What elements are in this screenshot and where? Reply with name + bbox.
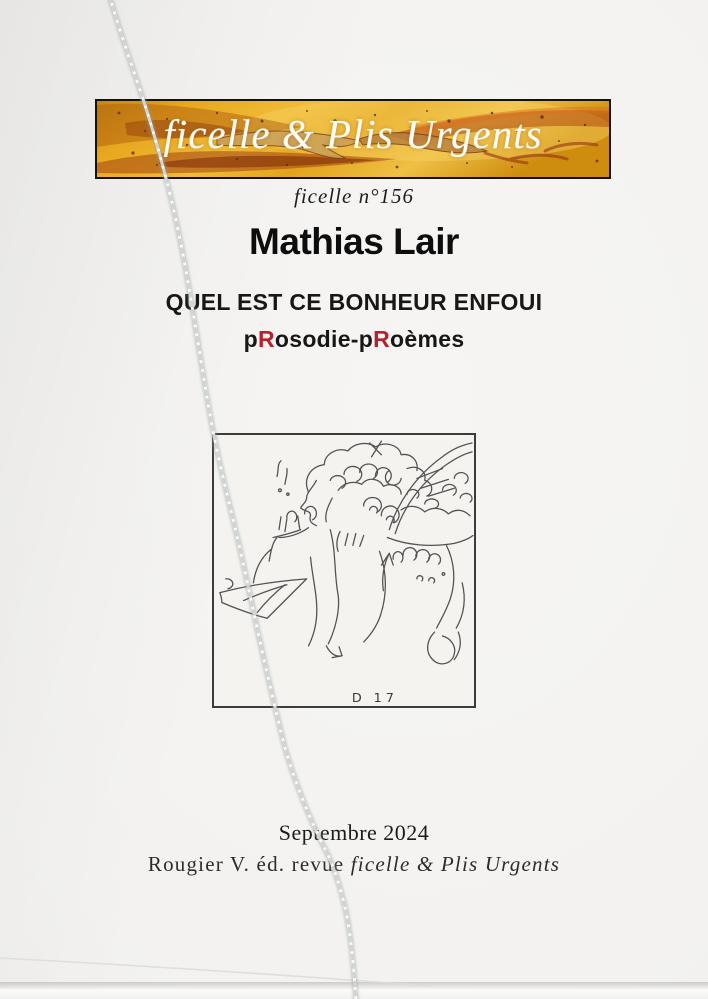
subtitle-part: p xyxy=(243,326,258,352)
publication-date: Septembre 2024 xyxy=(278,820,430,845)
subtitle-part: osodie-p xyxy=(274,326,374,352)
publisher-text: Rougier V. éd. revue xyxy=(147,852,351,876)
cover-artwork-frame xyxy=(212,433,476,708)
publisher-line xyxy=(0,852,708,877)
publisher-revue-name: ficelle & Plis Urgents xyxy=(350,852,561,876)
page-bottom-edge xyxy=(0,982,708,999)
angel-sketch xyxy=(214,435,474,706)
subtitle-red-letter: R xyxy=(257,326,275,352)
book-title: QUEL EST CE BONHEUR ENFOUI xyxy=(165,289,543,315)
artist-signature: D 17 xyxy=(351,690,398,706)
issue-number: ficelle n°156 xyxy=(294,184,414,208)
revue-title: ficelle & Plis Urgents xyxy=(163,111,543,157)
subtitle-red-letter: R xyxy=(373,326,391,352)
book-subtitle xyxy=(0,326,708,353)
subtitle-part: oèmes xyxy=(390,326,465,352)
author-name: Mathias Lair xyxy=(249,221,459,262)
masthead-banner xyxy=(95,99,611,179)
